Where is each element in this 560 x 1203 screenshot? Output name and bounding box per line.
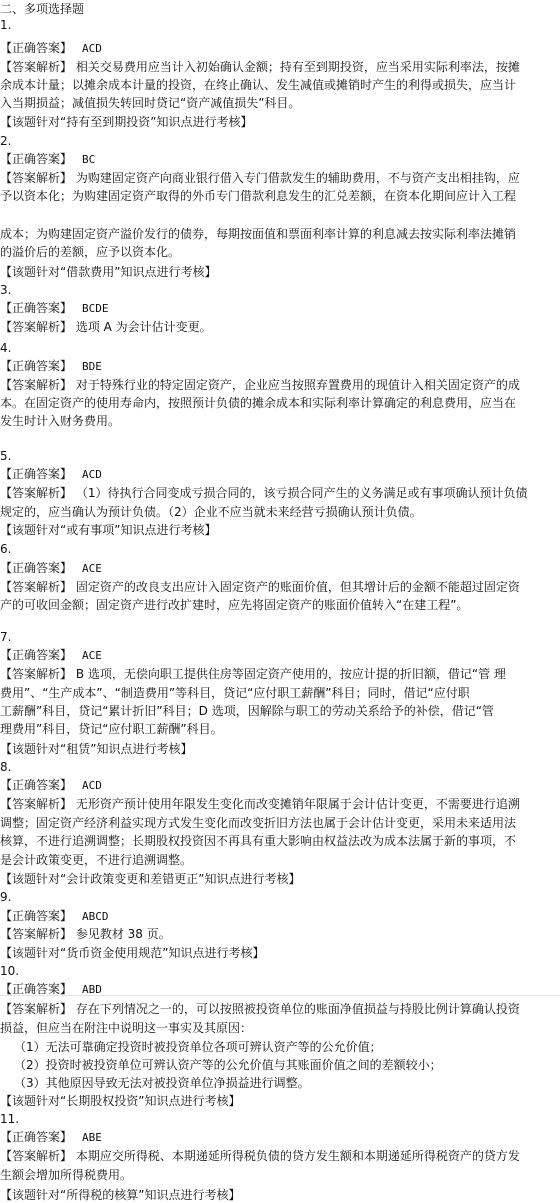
correct-answer-value: BCDE <box>82 302 109 315</box>
topic-prefix: 【该题针对 <box>0 523 61 537</box>
correct-answer-value: ABE <box>82 1131 102 1144</box>
analysis-text: 是会计政策变更，不进行追溯调整。 <box>0 853 193 867</box>
correct-answer-label: 【正确答案】 <box>0 152 73 166</box>
analysis-line <box>0 78 560 93</box>
analysis-text: 选项 A 为会计估计变更。 <box>72 320 212 334</box>
analysis-line <box>0 1168 560 1183</box>
analysis-text: 发生时计入财务费用。 <box>0 414 121 428</box>
topic-name: “所得税的核算” <box>60 1188 145 1202</box>
correct-answer-label: 【正确答案】 <box>0 778 73 792</box>
section-title: 二、多项选择题 <box>0 2 85 16</box>
analysis-line <box>0 96 560 111</box>
question-number: 6. <box>0 542 12 556</box>
analysis-text: B 选项，无偿向职工提供住房等固定资产使用的，按应计提的折旧额，借记“管 理 <box>72 667 506 681</box>
analysis-label: 【答案解析】 <box>0 797 73 811</box>
correct-answer-line <box>0 778 560 793</box>
analysis-extra-line: （1）无法可靠确定投资时被投资单位各项可辨认资产等的公允价值； <box>14 1040 382 1054</box>
correct-answer-line <box>0 909 560 924</box>
correct-answer-line <box>0 1130 560 1145</box>
analysis-line <box>0 598 560 613</box>
analysis-text: 调整；固定资产经济利益实现方式发生变化而改变折旧方法也属于会计估计变更，采用未来适用法 <box>0 816 517 830</box>
analysis-line <box>0 227 560 242</box>
analysis-line <box>0 320 560 335</box>
analysis-label: 【答案解析】 <box>0 378 73 392</box>
topic-note <box>0 946 560 961</box>
analysis-text: 相关交易费用应当计入初始确认金额；持有至到期投资，应当采用实际利率法，按摊 <box>72 60 520 74</box>
analysis-line <box>0 505 560 520</box>
question-number: 10. <box>0 964 20 978</box>
question-number: 11. <box>0 1112 20 1126</box>
topic-name: “货币资金使用规范” <box>60 946 169 960</box>
analysis-text: 产的可收回金额；固定资产进行改扩建时，应先将固定资产的账面价值转入“在建工程”。 <box>0 598 469 612</box>
analysis-label: 【答案解析】 <box>0 580 73 594</box>
topic-suffix: 知识点进行考核】 <box>96 742 193 756</box>
topic-note <box>0 523 560 538</box>
topic-prefix: 【该题针对 <box>0 1094 61 1108</box>
analysis-text: 生额会增加所得税费用。 <box>0 1168 133 1182</box>
topic-name: “租赁” <box>60 742 97 756</box>
question-number: 7. <box>0 630 12 644</box>
analysis-extra-line: （3）其他原因导致无法对被投资单位净损益进行调整。 <box>14 1076 310 1090</box>
analysis-text: 工薪酬”科目，贷记“累计折旧”科目；D 选项，因解除与职工的劳动关系给予的补偿，借记“管 <box>0 704 494 718</box>
analysis-label: 【答案解析】 <box>0 1149 73 1163</box>
analysis-text: （1）待执行合同变成亏损合同的，该亏损合同产生的义务满足或有事项确认预计负债 <box>72 486 528 500</box>
correct-answer-value: ACE <box>82 562 102 575</box>
question-number: 3. <box>0 283 12 297</box>
correct-answer-value: ACE <box>82 649 102 662</box>
correct-answer-label: 【正确答案】 <box>0 982 73 996</box>
analysis-label: 【答案解析】 <box>0 667 73 681</box>
correct-answer-value: ABCD <box>82 910 109 923</box>
correct-answer-label: 【正确答案】 <box>0 561 73 575</box>
topic-name: “借款费用” <box>60 265 121 279</box>
analysis-line <box>0 1149 560 1164</box>
correct-answer-label: 【正确答案】 <box>0 467 73 481</box>
analysis-line <box>0 853 560 868</box>
correct-answer-line <box>0 359 560 374</box>
analysis-text: 核算，不进行追溯调整；长期股权投资因不再具有重大影响由权益法改为成本法属于新的事项，不 <box>0 834 517 848</box>
topic-suffix: 知识点进行考核】 <box>120 523 217 537</box>
analysis-extra-line: （2）投资时被投资单位可辨认资产等的公允价值与其账面价值之间的差额较小； <box>14 1058 442 1072</box>
topic-name: “或有事项” <box>60 523 121 537</box>
correct-answer-line <box>0 301 560 316</box>
topic-suffix: 知识点进行考核】 <box>144 1094 241 1108</box>
correct-answer-line <box>0 648 560 663</box>
analysis-text: 本期应交所得税、本期递延所得税负债的贷方发生额和本期递延所得税资产的贷方发 <box>72 1149 520 1163</box>
analysis-line <box>0 396 560 411</box>
topic-prefix: 【该题针对 <box>0 265 61 279</box>
analysis-text: 参见教材 38 页。 <box>72 927 171 941</box>
question-number: 4. <box>0 341 12 355</box>
topic-prefix: 【该题针对 <box>0 115 61 129</box>
analysis-label: 【答案解析】 <box>0 320 73 334</box>
analysis-line <box>0 245 560 260</box>
analysis-line <box>0 667 560 682</box>
analysis-line <box>0 1021 560 1036</box>
topic-name: “会计政策变更和差错更正” <box>60 872 205 886</box>
analysis-text: 对于特殊行业的特定固定资产，企业应当按照弃置费用的现值计入相关固定资产的成 <box>72 378 520 392</box>
topic-suffix: 知识点进行考核】 <box>156 115 253 129</box>
correct-answer-label: 【正确答案】 <box>0 1130 73 1144</box>
analysis-line <box>0 414 560 429</box>
topic-suffix: 知识点进行考核】 <box>168 946 265 960</box>
topic-suffix: 知识点进行考核】 <box>204 872 301 886</box>
correct-answer-value: ABD <box>82 983 102 996</box>
correct-answer-line <box>0 467 560 482</box>
analysis-line <box>0 834 560 849</box>
correct-answer-label: 【正确答案】 <box>0 648 73 662</box>
analysis-label: 【答案解析】 <box>0 486 73 500</box>
analysis-text: 理费用”科目，贷记“应付职工薪酬”科目。 <box>0 722 223 736</box>
topic-prefix: 【该题针对 <box>0 1188 61 1202</box>
analysis-label: 【答案解析】 <box>0 171 73 185</box>
analysis-text: 无形资产预计使用年限发生变化而改变摊销年限属于会计估计变更，不需要进行追溯 <box>72 797 520 811</box>
analysis-label: 【答案解析】 <box>0 60 73 74</box>
correct-answer-value: BC <box>82 153 96 166</box>
analysis-text: 为购建固定资产向商业银行借入专门借款发生的辅助费用，不与资产支出相挂钩，应 <box>72 171 520 185</box>
analysis-text: 本。在固定资产的使用寿命内，按照预计负债的摊余成本和实际利率计算确定的利息费用，应当在 <box>0 396 517 410</box>
topic-prefix: 【该题针对 <box>0 946 61 960</box>
topic-name: “持有至到期投资” <box>60 115 157 129</box>
topic-note <box>0 742 560 757</box>
analysis-line <box>0 1002 560 1017</box>
correct-answer-label: 【正确答案】 <box>0 359 73 373</box>
topic-suffix: 知识点进行考核】 <box>120 265 217 279</box>
analysis-text: 的溢价后的差额，应予以资本化。 <box>0 245 181 259</box>
topic-name: “长期股权投资” <box>60 1094 145 1108</box>
analysis-line <box>0 378 560 393</box>
analysis-line <box>0 797 560 812</box>
correct-answer-value: ACD <box>82 779 102 792</box>
question-number: 9. <box>0 890 12 904</box>
analysis-text: 规定的，应当确认为预计负债。（2）企业不应当就未来经营亏损确认预计负债。 <box>0 505 422 519</box>
topic-suffix: 知识点进行考核】 <box>144 1188 241 1202</box>
divider <box>0 995 560 996</box>
topic-note <box>0 872 560 887</box>
analysis-line <box>0 816 560 831</box>
analysis-label: 【答案解析】 <box>0 927 73 941</box>
analysis-line <box>0 704 560 719</box>
question-number: 8. <box>0 760 12 774</box>
analysis-text: 损益，但应当在附注中说明这一事实及其原因： <box>0 1021 253 1035</box>
analysis-line <box>0 60 560 75</box>
correct-answer-value: ACD <box>82 42 102 55</box>
question-number: 1. <box>0 18 12 32</box>
correct-answer-line <box>0 561 560 576</box>
analysis-text: 余成本计量；以摊余成本计量的投资，在终止确认、发生减值或摊销时产生的利得或损失，应当计 <box>0 78 517 92</box>
analysis-line <box>0 722 560 737</box>
analysis-text: 存在下列情况之一的，可以按照被投资单位的账面净值损益与持股比例计算确认投资 <box>72 1002 520 1016</box>
correct-answer-label: 【正确答案】 <box>0 41 73 55</box>
topic-prefix: 【该题针对 <box>0 872 61 886</box>
analysis-line <box>0 686 560 701</box>
analysis-text: 予以资本化；为购建固定资产取得的外币专门借款利息发生的汇兑差额，在资本化期间应计入工程 <box>0 189 517 203</box>
question-number: 2. <box>0 134 12 148</box>
correct-answer-value: ACD <box>82 468 102 481</box>
topic-note <box>0 1094 560 1109</box>
correct-answer-line <box>0 41 560 56</box>
topic-note <box>0 265 560 280</box>
analysis-label: 【答案解析】 <box>0 1002 73 1016</box>
question-number: 5. <box>0 449 12 463</box>
analysis-line <box>0 189 560 204</box>
analysis-text: 成本；为购建固定资产溢价发行的债券，每期按面值和票面利率计算的利息减去按实际利率法摊销 <box>0 227 517 241</box>
correct-answer-label: 【正确答案】 <box>0 301 73 315</box>
analysis-text: 费用”、“生产成本”、“制造费用”等科目，贷记“应付职工薪酬”科目；同时，借记“应付职 <box>0 686 470 700</box>
correct-answer-line <box>0 152 560 167</box>
correct-answer-value: BDE <box>82 360 102 373</box>
analysis-text: 固定资产的改良支出应计入固定资产的账面价值，但其增计后的金额不能超过固定资 <box>72 580 520 594</box>
topic-note <box>0 115 560 130</box>
analysis-line <box>0 171 560 186</box>
analysis-line <box>0 486 560 501</box>
analysis-line <box>0 927 560 942</box>
correct-answer-label: 【正确答案】 <box>0 909 73 923</box>
topic-note <box>0 1188 560 1203</box>
analysis-line <box>0 580 560 595</box>
analysis-text: 入当期损益；减值损失转回时贷记“资产减值损失”科目。 <box>0 96 301 110</box>
topic-prefix: 【该题针对 <box>0 742 61 756</box>
